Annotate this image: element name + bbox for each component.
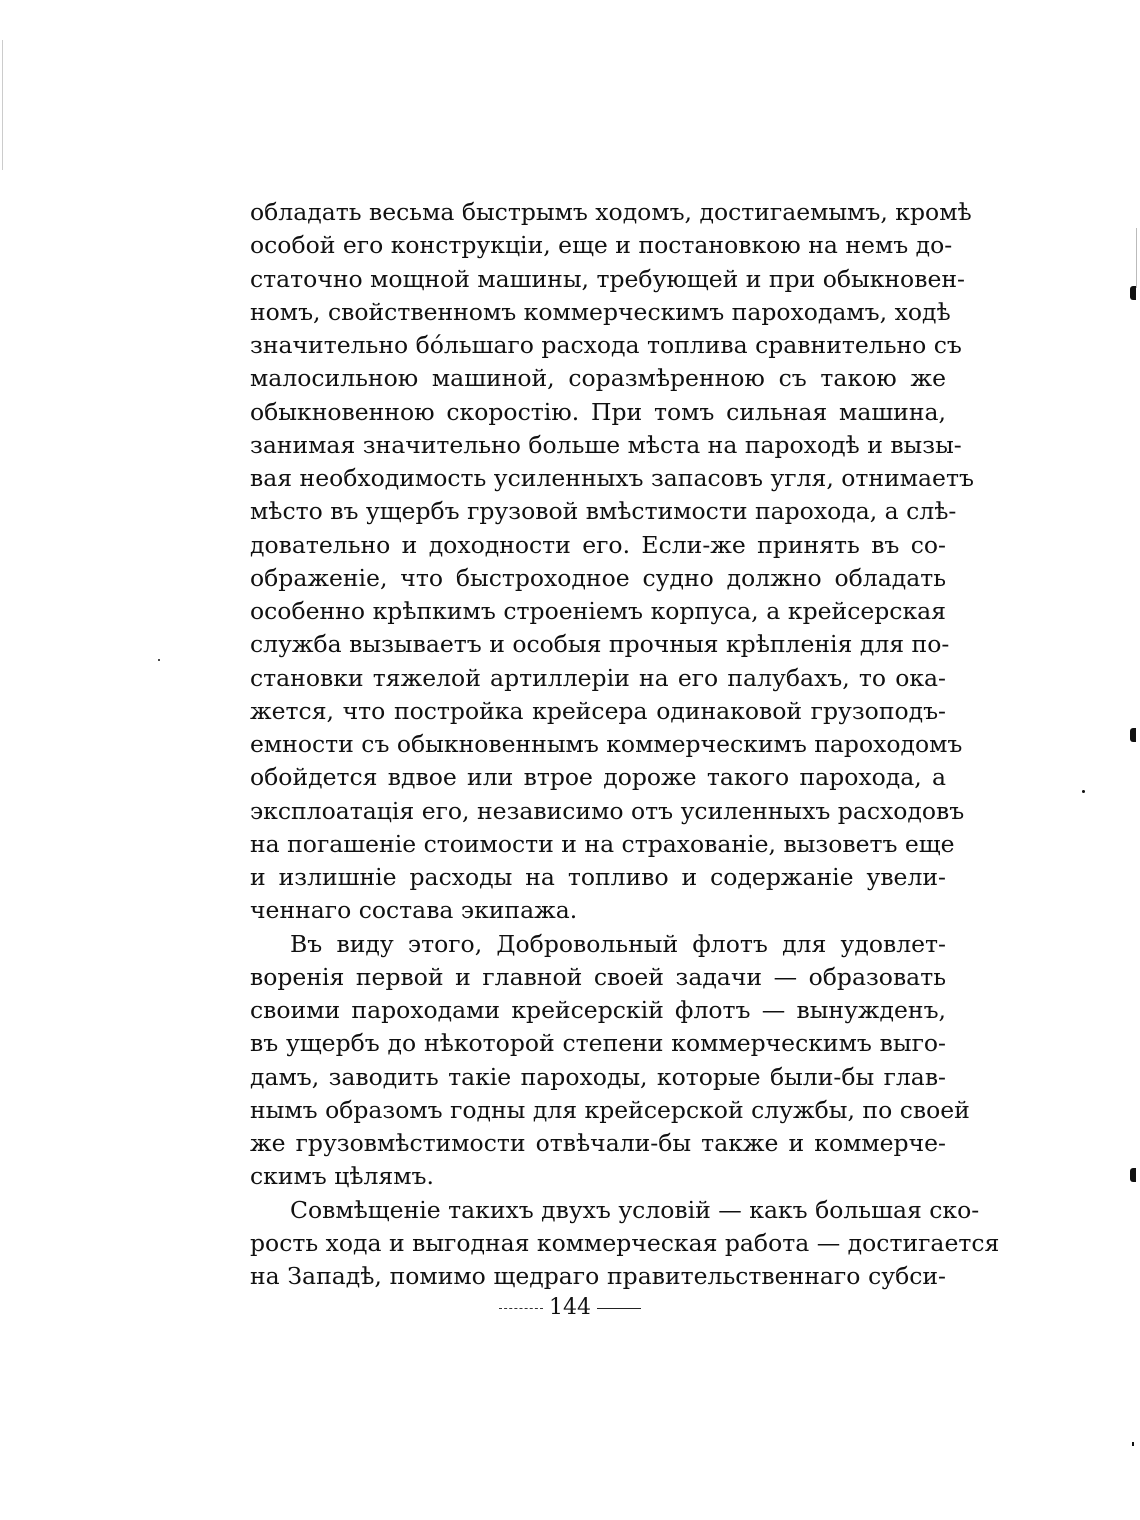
scan-mark <box>1130 728 1136 742</box>
folio-rule-right <box>597 1308 641 1309</box>
text-line: служба вызываетъ и особыя прочныя крѣпленія для по- <box>250 630 950 659</box>
text-line: особенно крѣпкимъ строеніемъ корпуса, а крейсерская <box>250 597 946 625</box>
text-line: Совмѣщеніе такихъ двухъ условій — какъ большая ско- <box>290 1195 980 1224</box>
text-line: особой его конструкціи, еще и постановкою на немъ до- <box>250 231 953 260</box>
text-line: номъ, свойственномъ коммерческимъ пароходамъ, ходѣ <box>250 297 951 326</box>
scan-mark <box>1132 1442 1134 1446</box>
text-line: обыкновенною скоростію. При томъ сильная машина, <box>250 397 946 426</box>
page-number: 144 <box>549 1295 591 1320</box>
text-line: на Западѣ, помимо щедраго правительственнаго субси- <box>250 1262 946 1290</box>
text-line: Въ виду этого, Добровольный флотъ для удовлет- <box>290 929 946 958</box>
text-line: скимъ цѣлямъ. <box>250 1162 434 1191</box>
text-line: мѣсто въ ущербъ грузовой вмѣстимости парохода, а слѣ- <box>250 497 957 526</box>
text-line: на погашеніе стоимости и на страхованіе, вызоветъ еще <box>250 829 955 858</box>
scan-mark <box>2 40 3 170</box>
text-line: нымъ образомъ годны для крейсерской службы, по своей <box>250 1095 970 1124</box>
scan-mark <box>1130 286 1136 300</box>
text-line: становки тяжелой артиллеріи на его палубахъ, то ока- <box>250 663 946 692</box>
text-line: дамъ, заводить такіе пароходы, которые были-бы глав- <box>250 1062 946 1091</box>
text-line: вая необходимость усиленныхъ запасовъ угля, отнимаетъ <box>250 464 974 492</box>
text-line: статочно мощной машины, требующей и при обыкновен- <box>250 264 965 293</box>
folio-rule-left <box>499 1308 543 1309</box>
text-line: жется, что постройка крейсера одинаковой грузоподъ- <box>250 696 946 725</box>
text-line: и излишніе расходы на топливо и содержаніе увели- <box>250 863 946 891</box>
scan-mark <box>158 659 160 661</box>
page-number-footer <box>0 1295 1140 1320</box>
text-line: воренія первой и главной своей задачи — образовать <box>250 962 946 991</box>
text-line: значительно бо́льшаго расхода топлива сравнительно съ <box>250 331 962 359</box>
text-line: въ ущербъ до нѣкоторой степени коммерческимъ выго- <box>250 1029 946 1058</box>
scan-mark <box>1130 1168 1136 1182</box>
body-text <box>250 196 1000 1293</box>
text-line: своими пароходами крейсерскій флотъ — вынужденъ, <box>250 996 946 1024</box>
text-line: эксплоатація его, независимо отъ усиленныхъ расходовъ <box>250 796 965 825</box>
text-line: занимая значительно больше мѣста на пароходѣ и вызы- <box>250 430 962 459</box>
text-line: ченнаго состава экипажа. <box>250 896 578 925</box>
scan-mark <box>1136 228 1137 288</box>
scan-mark <box>1082 790 1085 793</box>
text-line: рость хода и выгодная коммерческая работа — достигается <box>250 1228 1000 1257</box>
text-line: емности съ обыкновеннымъ коммерческимъ пароходомъ <box>250 730 963 758</box>
text-line: малосильною машиной, соразмѣренною съ такою же <box>250 364 946 393</box>
text-line: обладать весьма быстрымъ ходомъ, достигаемымъ, кромѣ <box>250 198 972 226</box>
text-line: же грузовмѣстимости отвѣчали-бы также и коммерче- <box>250 1129 946 1157</box>
text-line: ображеніе, что быстроходное судно должно обладать <box>250 563 946 592</box>
text-line: довательно и доходности его. Если-же принять въ со- <box>250 530 946 559</box>
text-line: обойдется вдвое или втрое дороже такого парохода, а <box>250 763 946 792</box>
